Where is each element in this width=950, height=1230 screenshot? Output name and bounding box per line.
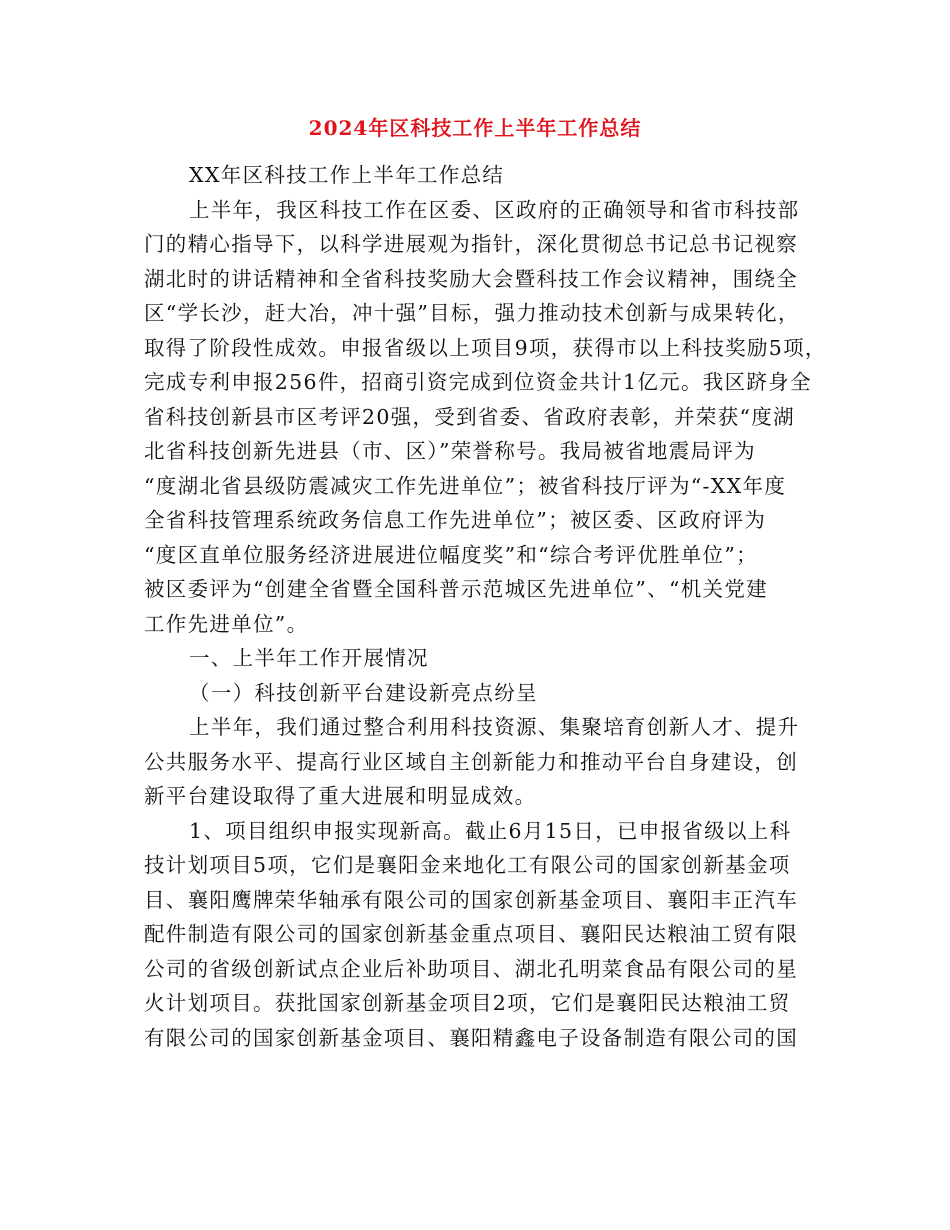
document-body xyxy=(144,158,827,1055)
paragraph-line: 门的精心指导下，以科学进展观为指针，深化贯彻总书记总书记视察 xyxy=(144,232,798,256)
paragraph-line: 公共服务水平、提高行业区域自主创新能力和推动平台自身建设，创 xyxy=(144,749,798,774)
paragraph-line: 全省科技管理系统政务信息工作先进单位”；被区委、区政府评为 xyxy=(144,508,767,532)
paragraph-line: 北省科技创新先进县（市、区）”荣誉称号。我局被省地震局评为 xyxy=(144,439,756,463)
paragraph-line: 省科技创新县市区考评20强，受到省委、省政府表彰，并荣获“度湖 xyxy=(144,404,795,429)
subsection-heading: （一）科技创新平台建设新亮点纷呈 xyxy=(189,680,538,705)
paragraph-line: 技计划项目5项，它们是襄阳金来地化工有限公司的国家创新基金项 xyxy=(144,853,791,877)
paragraph-line: 取得了阶段性成效。申报省级以上项目9项，获得市以上科技奖励5项， xyxy=(144,335,827,360)
paragraph-line: 上半年，我区科技工作在区委、区政府的正确领导和省市科技部 xyxy=(189,197,800,222)
paragraph-line: 火计划项目。获批国家创新基金项目2项，它们是襄阳民达粮油工贸 xyxy=(144,991,791,1015)
section-heading: 一、上半年工作开展情况 xyxy=(189,646,429,670)
paragraph-line: “度区直单位服务经济进展进位幅度奖”和“综合考评优胜单位”； xyxy=(144,542,758,567)
paragraph-line: “度湖北省县级防震减灾工作先进单位”；被省科技厅评为“-XX年度 xyxy=(144,473,787,498)
paragraph-line: 新平台建设取得了重大进展和明显成效。 xyxy=(144,784,537,808)
paragraph-line: 区“学长沙，赶大冶，冲十强”目标，强力推动技术创新与成果转化， xyxy=(144,301,800,325)
paragraph-line: 1、项目组织申报实现新高。截止6月15日，已申报省级以上科 xyxy=(189,818,792,843)
paragraph-line: 配件制造有限公司的国家创新基金重点项目、襄阳民达粮油工贸有限 xyxy=(144,922,798,946)
paragraph-line: 上半年，我们通过整合利用科技资源、集聚培育创新人才、提升 xyxy=(189,715,800,739)
paragraph-line: 工作先进单位”。 xyxy=(144,611,309,636)
paragraph-line: 完成专利申报256件，招商引资完成到位资金共计1亿元。我区跻身全 xyxy=(144,370,812,394)
paragraph-line: 被区委评为“创建全省暨全国科普示范城区先进单位”、“机关党建 xyxy=(144,577,768,601)
subtitle-line: XX年区科技工作上半年工作总结 xyxy=(189,163,505,187)
document-title: 2024年区科技工作上半年工作总结 xyxy=(308,116,642,140)
paragraph-line: 湖北时的讲话精神和全省科技奖励大会暨科技工作会议精神，围绕全 xyxy=(144,266,798,291)
paragraph-line: 有限公司的国家创新基金项目、襄阳精鑫电子设备制造有限公司的国 xyxy=(144,1025,798,1050)
paragraph-line: 目、襄阳鹰牌荣华轴承有限公司的国家创新基金项目、襄阳丰正汽车 xyxy=(144,887,798,912)
paragraph-line: 公司的省级创新试点企业后补助项目、湖北孔明菜食品有限公司的星 xyxy=(144,956,798,981)
